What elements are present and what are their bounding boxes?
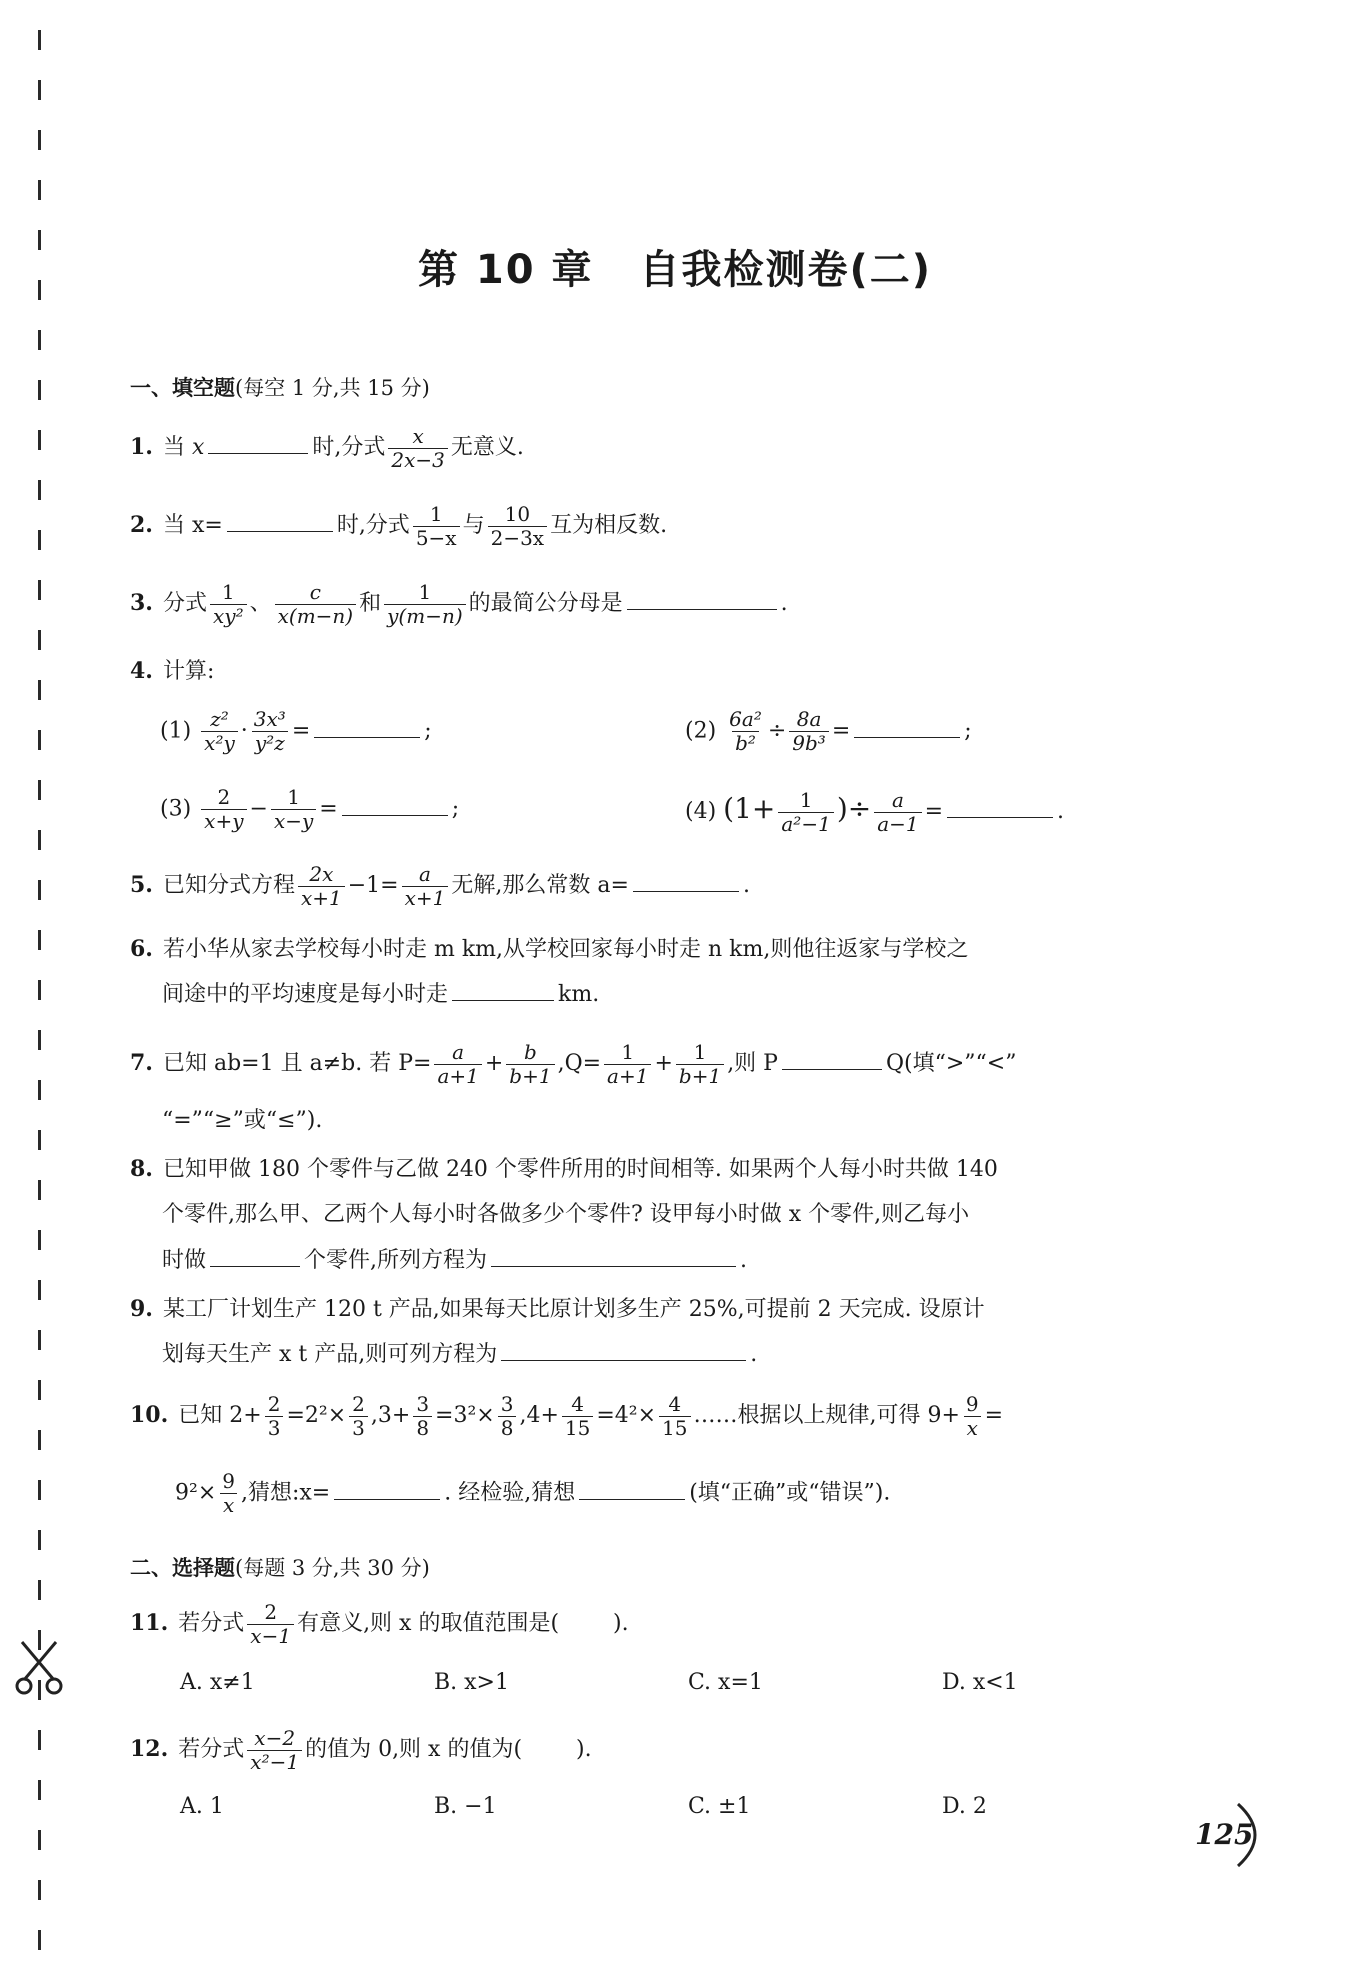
question-3: 3. 分式 $\frac{1}{\text{xy²}}$ 、 $\frac{c}{x(m-n)}$ 和 $\frac{1}{y(m-n)}$ 的最简公分母是 . — [130, 579, 788, 628]
page-title — [0, 238, 1350, 295]
question-5: 5. 已知分式方程 $\frac{2x}{x+1}$ −1= $\frac{a}{x+1}$ 无解,那么常数 a= . — [130, 861, 750, 910]
question-1: 1. 当 x 时,分式 $\frac{x}{2x-3}$ 无意义. — [130, 423, 524, 472]
option-d[interactable]: D. x<1 — [942, 1670, 1018, 1695]
option-b[interactable]: B. x>1 — [434, 1670, 509, 1695]
question-6-line-2: 间途中的平均速度是每小时走 km. — [162, 972, 1185, 1018]
question-9: 9. 某工厂计划生产 120 t 产品,如果每天比原计划多生产 25%,可提前 2 天完成. 设原计 — [130, 1296, 985, 1322]
question-7: 7. 已知 ab=1 且 a≠b. 若 P= $\frac{a}{a+1}$ + $\frac{b}{b+1}$ ,Q= $\frac{1}{a+1}$ + $\frac{1}{b+1}$ ,则 P Q(填“>”“<” — [130, 1039, 1017, 1088]
test-label: 自我检测卷(二) — [639, 247, 933, 293]
answer-blank[interactable] — [452, 976, 554, 1001]
question-9-line-2: 划每天生产 x t 产品,则可列方程为 . — [162, 1332, 1185, 1378]
question-11: 11. 若分式 $\frac{2}{x-1}$ 有意义,则 x 的取值范围是( ). — [130, 1599, 629, 1648]
answer-blank[interactable] — [208, 429, 308, 454]
answer-blank[interactable] — [501, 1336, 746, 1361]
option-c[interactable]: C. x=1 — [688, 1670, 763, 1695]
question-12: 12. 若分式 $\frac{x-2}{\text{x²−1}}$ 的值为 0,则 x 的值为( ). — [130, 1725, 592, 1774]
option-b[interactable]: B. −1 — [434, 1794, 497, 1819]
answer-blank[interactable] — [491, 1242, 736, 1267]
question-6: 6. 若小华从家去学校每小时走 m km,从学校回家每小时走 n km,则他往返家与学校之 — [130, 936, 969, 962]
answer-blank[interactable] — [854, 713, 960, 738]
question-8-line-3: 时做 个零件,所列方程为 . — [162, 1238, 1185, 1284]
answer-blank[interactable] — [314, 713, 420, 738]
answer-blank[interactable] — [334, 1475, 440, 1500]
question-7-line-2: “=”“≥”或“≤”). — [162, 1108, 323, 1133]
answer-blank[interactable] — [227, 507, 333, 532]
question-4-part-4: (4) (1+ $\frac{1}{\text{a²−1}}$ )÷ $\frac{a}{a-1}$ = . — [685, 787, 1065, 836]
option-a[interactable]: A. x≠1 — [180, 1670, 255, 1695]
page-number: 125 — [1195, 1818, 1254, 1851]
answer-blank[interactable] — [633, 867, 739, 892]
scissors-icon — [14, 1640, 64, 1696]
question-4-part-3: (3) $\frac{2}{x+y}$ − $\frac{1}{x-y}$ = ; — [160, 785, 460, 833]
question-4-part-1: (1) $\frac{\text{z²}}{\text{x²y}}$ · $\frac{\text{3x³}}{\text{y²z}}$ = ; — [160, 707, 432, 755]
question-10: 10. 已知 2+ $\frac{2}{3}$ =2²× $\frac{2}{3}$ ,3+ $\frac{3}{8}$ =3²× $\frac{3}{8}$ ,4+ $\frac{4}{15}$ =4²× $\frac{4}{15}$ ……根据以上规律,可得 9+ $\frac{9}{x}$ = — [130, 1391, 1004, 1440]
section-fill-in: 一、填空题(每空 1 分,共 15 分) — [130, 376, 430, 400]
question-8-line-2: 个零件,那么甲、乙两个人每小时各做多少个零件? 设甲每小时做 x 个零件,则乙每小 — [162, 1202, 970, 1227]
question-4: 4. 计算: — [130, 658, 215, 684]
question-2: 2. 当 x= 时,分式 $\frac{1}{5-x}$ 与 $\frac{10}{2-3x}$ 互为相反数. — [130, 501, 668, 550]
answer-blank[interactable] — [627, 585, 777, 610]
page-number-arc — [1232, 1800, 1272, 1870]
option-c[interactable]: C. ±1 — [688, 1794, 751, 1819]
question-8: 8. 已知甲做 180 个零件与乙做 240 个零件所用的时间相等. 如果两个人每小时共做 140 — [130, 1156, 998, 1182]
section-multiple-choice: 二、选择题(每题 3 分,共 30 分) — [130, 1556, 430, 1580]
answer-blank[interactable] — [210, 1242, 300, 1267]
option-d[interactable]: D. 2 — [942, 1794, 987, 1819]
answer-blank[interactable] — [782, 1045, 882, 1070]
chapter-label: 第 10 章 — [417, 247, 594, 293]
question-10-line-2: 9²× $\frac{9}{x}$ ,猜想:x= . 经检验,猜想 (填“正确”或“错误”). — [175, 1469, 891, 1517]
question-4-part-2: (2) $\frac{\text{6a²}}{\text{b²}}$ ÷ $\frac{8a}{\text{9b³}}$ = ; — [685, 707, 972, 755]
answer-blank[interactable] — [342, 791, 448, 816]
answer-blank[interactable] — [947, 793, 1053, 818]
answer-blank[interactable] — [579, 1475, 685, 1500]
option-a[interactable]: A. 1 — [180, 1794, 224, 1819]
